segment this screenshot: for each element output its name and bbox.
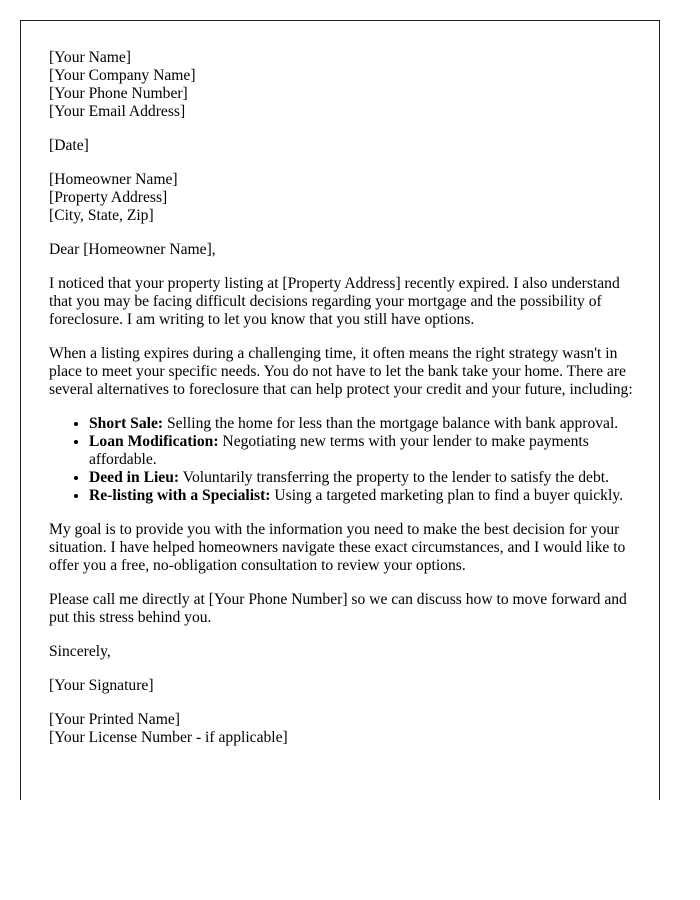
sender-phone: [Your Phone Number] (49, 85, 188, 102)
sender-name: [Your Name] (49, 49, 132, 66)
letter-page (20, 20, 660, 800)
sender-company: [Your Company Name] (49, 67, 196, 84)
signature: [Your Signature] (49, 677, 154, 694)
option-description: Voluntarily transferring the property to the lender to satisfy the debt. (179, 469, 609, 486)
letter-body (49, 49, 639, 763)
sender-email: [Your Email Address] (49, 103, 186, 120)
recipient-address: [Property Address] (49, 189, 168, 206)
date-block (49, 137, 639, 155)
closing: Sincerely, (49, 643, 111, 660)
option-description: Negotiating new terms with your lender to make payments affordable. (89, 433, 589, 468)
list-item (89, 433, 639, 469)
option-term: Re-listing with a Specialist: (89, 487, 271, 504)
sender-block (49, 49, 639, 121)
option-description: Selling the home for less than the mortgage balance with bank approval. (163, 415, 619, 432)
options-list (49, 415, 639, 505)
recipient-name: [Homeowner Name] (49, 171, 178, 188)
paragraph-alternatives: When a listing expires during a challenging time, it often means the right strategy wasn't in place to meet your specific needs. You do not have to let the bank take your home. There are several alternatives to foreclosure that can help protect your credit and your future, including: (49, 345, 633, 398)
recipient-block (49, 171, 639, 225)
paragraph-intro: I noticed that your property listing at [Property Address] recently expired. I also understand that you may be facing difficult decisions regarding your mortgage and the possibility of foreclosure. I am writing to let you know that you still have options. (49, 275, 620, 328)
option-term: Loan Modification: (89, 433, 219, 450)
printed-name: [Your Printed Name] (49, 711, 180, 728)
option-description: Using a targeted marketing plan to find a buyer quickly. (270, 487, 623, 504)
license-number: [Your License Number - if applicable] (49, 729, 288, 746)
list-item (89, 487, 639, 505)
letter-date: [Date] (49, 137, 89, 154)
option-term: Short Sale: (89, 415, 164, 432)
list-item (89, 469, 639, 487)
recipient-city-state-zip: [City, State, Zip] (49, 207, 154, 224)
footer-block (49, 711, 639, 747)
paragraph-call: Please call me directly at [Your Phone Number] so we can discuss how to move forward and put this stress behind you. (49, 591, 627, 626)
list-item (89, 415, 639, 433)
salutation: Dear [Homeowner Name], (49, 241, 216, 258)
option-term: Deed in Lieu: (89, 469, 180, 486)
paragraph-goal: My goal is to provide you with the information you need to make the best decision for your situation. I have helped homeowners navigate these exact circumstances, and I would like to offer you a free, no-obligation consultation to review your options. (49, 521, 626, 574)
